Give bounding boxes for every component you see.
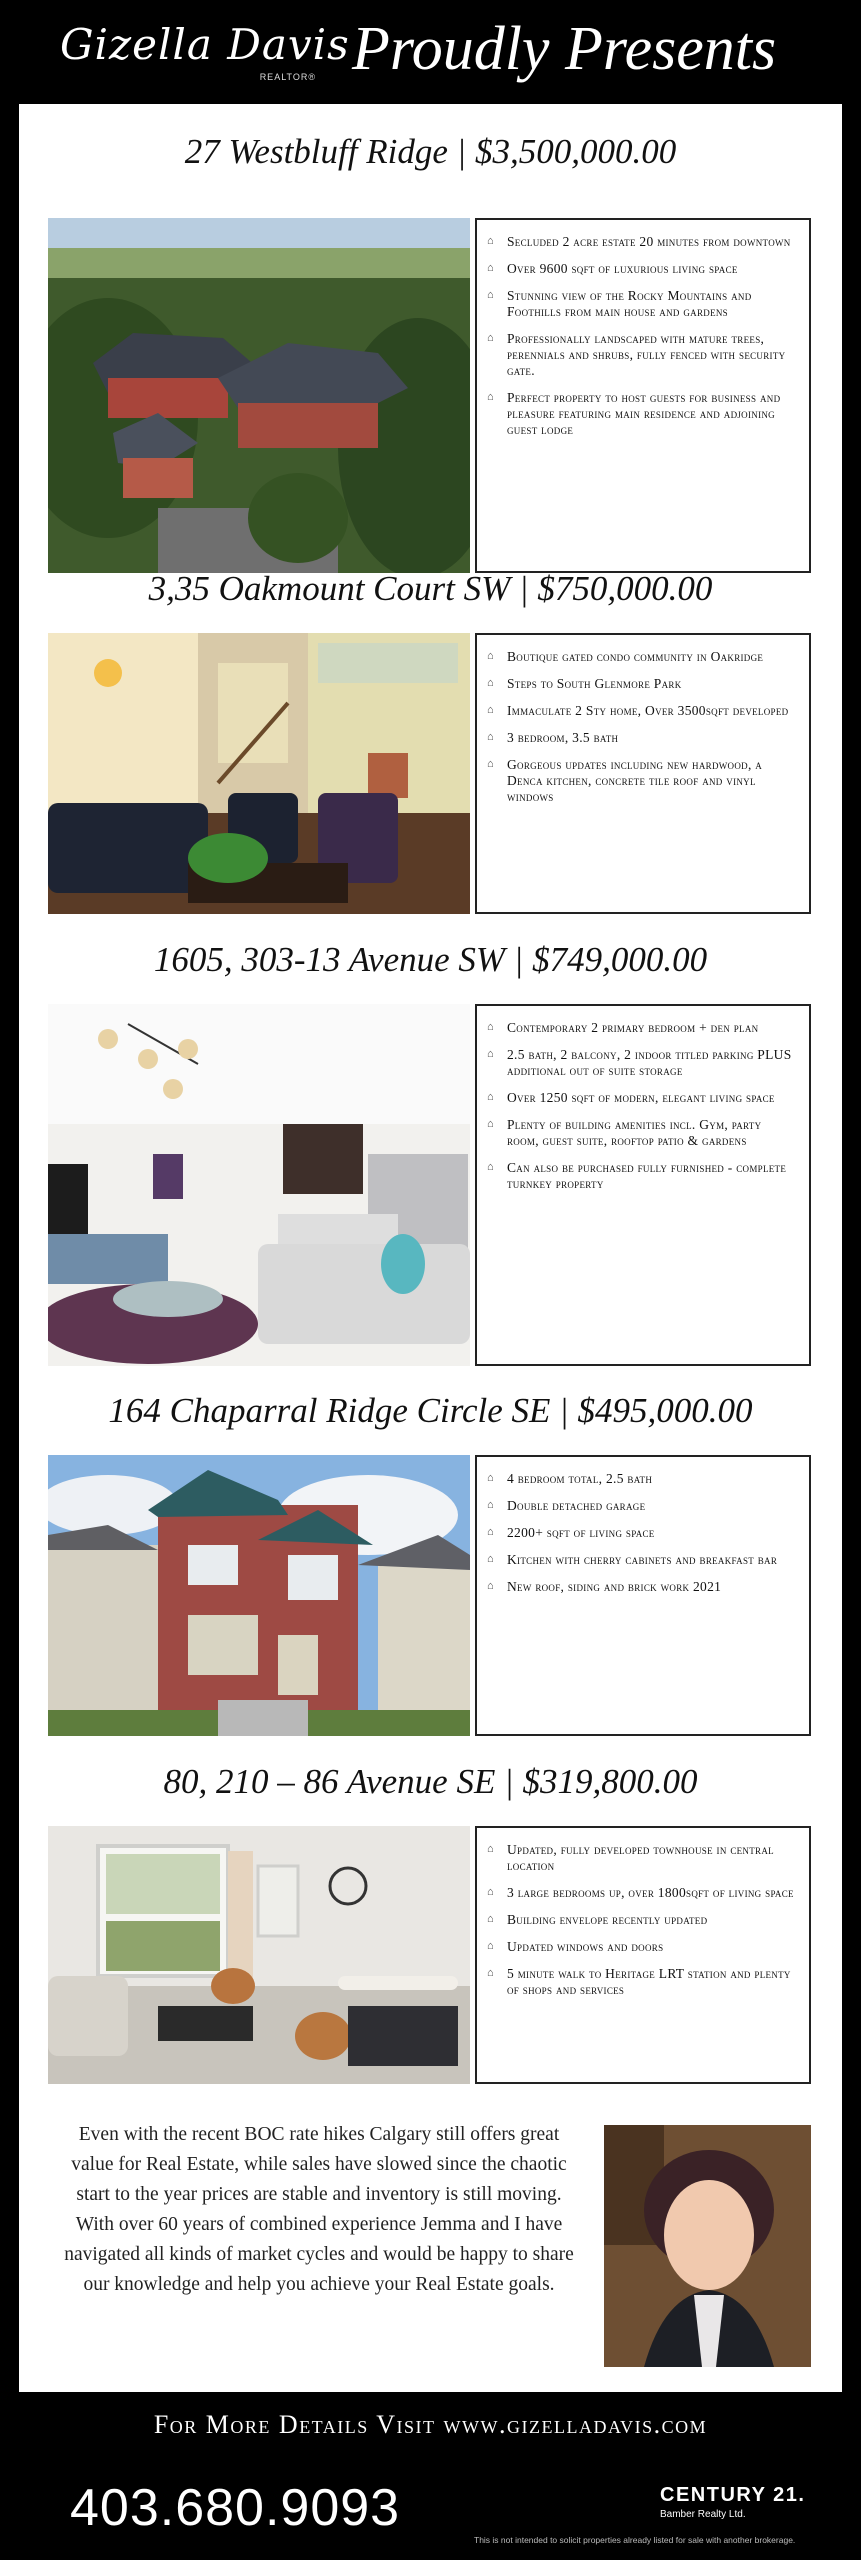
header	[0, 0, 861, 104]
house-icon: ⌂	[487, 677, 494, 689]
house-icon: ⌂	[487, 289, 494, 301]
feature-item: ⌂ 2200+ sqft of living space	[487, 1525, 655, 1540]
feature-item: ⌂ Plenty of building amenities incl. Gym, party room, guest suite, rooftop patio & gardens	[487, 1117, 762, 1148]
house-icon: ⌂	[487, 1940, 494, 1952]
house-icon: ⌂	[487, 332, 494, 344]
feature-item: ⌂ Double detached garage	[487, 1498, 646, 1513]
feature-item: ⌂ 4 bedroom total, 2.5 bath	[487, 1471, 653, 1486]
century21-logo	[660, 2484, 805, 2520]
logo-name: Gizella Davis	[60, 20, 350, 69]
house-icon: ⌂	[487, 1091, 494, 1103]
house-icon: ⌂	[487, 235, 494, 247]
feature-item: ⌂ Updated windows and doors	[487, 1939, 664, 1954]
feature-item: ⌂ 3 bedroom, 3.5 bath	[487, 730, 619, 745]
listing-features	[475, 1004, 811, 1366]
footer	[0, 2392, 861, 2560]
house-icon: ⌂	[487, 704, 494, 716]
closing-paragraph: Even with the recent BOC rate hikes Calgary still offers great value for Real Estate, while sales have slowed since the chaotic start to the year prices are stable and inventory is still moving. With over 60 years of combined experience Jemma and I have navigated all kinds of market cycles and would be happy to share our knowledge and help you achieve your Real Estate goals.	[64, 2124, 574, 2295]
house-icon: ⌂	[487, 1021, 494, 1033]
listing-title: 164 Chaparral Ridge Circle SE | $495,000.00	[108, 1391, 753, 1430]
feature-item: ⌂ Immaculate 2 Sty home, Over 3500sqft developed	[487, 703, 789, 718]
house-icon: ⌂	[487, 650, 494, 662]
feature-item: ⌂ Over 1250 sqft of modern, elegant living space	[487, 1090, 775, 1105]
feature-item: ⌂ Contemporary 2 primary bedroom + den plan	[487, 1020, 759, 1035]
feature-item: ⌂ Over 9600 sqft of luxurious living space	[487, 261, 738, 276]
listing-title: 3,35 Oakmount Court SW | $750,000.00	[148, 569, 713, 608]
feature-item: ⌂ Updated, fully developed townhouse in central location	[487, 1842, 774, 1873]
disclaimer: This is not intended to solicit properties already listed for sale with another brokerage.	[474, 2535, 796, 2545]
content-panel	[19, 104, 842, 2392]
listing-features	[475, 1455, 811, 1736]
website-link[interactable]: For More Details Visit www.gizelladavis.com	[153, 2410, 708, 2439]
brand-subtitle: Bamber Realty Ltd.	[660, 2509, 746, 2520]
feature-item: ⌂ Secluded 2 acre estate 20 minutes from downtown	[487, 234, 791, 249]
listing-photo-townhouse	[48, 1826, 470, 2084]
feature-item: ⌂ Boutique gated condo community in Oakridge	[487, 649, 764, 664]
feature-item: ⌂ Gorgeous updates including new hardwood, a Denca kitchen, concrete tile roof and vinyl windows	[487, 757, 763, 804]
agent-portrait	[604, 2125, 811, 2367]
house-icon: ⌂	[487, 1843, 494, 1855]
house-icon: ⌂	[487, 391, 494, 403]
listing-photo-condo	[48, 1004, 470, 1366]
feature-item: ⌂ 3 large bedrooms up, over 1800sqft of living space	[487, 1885, 794, 1900]
listing-photo-living-room	[48, 633, 470, 914]
feature-item: ⌂ Perfect property to host guests for business and pleasure featuring main residence and adjoining guest lodge	[487, 390, 781, 437]
house-icon: ⌂	[487, 1553, 494, 1565]
feature-item: ⌂ Can also be purchased fully furnished - complete turnkey property	[487, 1160, 787, 1191]
listing-features	[475, 218, 811, 573]
feature-item: ⌂ 5 minute walk to Heritage LRT station and plenty of shops and services	[487, 1966, 791, 1997]
listing-title: 1605, 303-13 Avenue SW | $749,000.00	[153, 940, 708, 979]
house-icon: ⌂	[487, 731, 494, 743]
gizella-davis-logo	[52, 16, 350, 86]
house-icon: ⌂	[487, 1118, 494, 1130]
feature-item: ⌂ Building envelope recently updated	[487, 1912, 708, 1927]
phone-number[interactable]: 403.680.9093	[70, 2479, 401, 2537]
listing-photo-estate	[48, 218, 470, 573]
house-icon: ⌂	[487, 1472, 494, 1484]
house-icon: ⌂	[487, 262, 494, 274]
feature-item: ⌂ 2.5 bath, 2 balcony, 2 indoor titled parking PLUS additional out of suite storage	[487, 1047, 792, 1078]
listing-features	[475, 1826, 811, 2084]
feature-item: ⌂ New roof, siding and brick work 2021	[487, 1579, 722, 1594]
house-icon: ⌂	[487, 1967, 494, 1979]
listing-features	[475, 633, 811, 914]
listing-title: 80, 210 – 86 Avenue SE | $319,800.00	[163, 1762, 698, 1801]
listing-title: 27 Westbluff Ridge | $3,500,000.00	[184, 132, 677, 171]
feature-item: ⌂ Stunning view of the Rocky Mountains and Foothills from main house and gardens	[487, 288, 752, 319]
header-tagline: Proudly Presents	[352, 15, 777, 83]
house-icon: ⌂	[487, 1886, 494, 1898]
listing-photo-house	[48, 1455, 470, 1736]
house-icon: ⌂	[487, 1499, 494, 1511]
house-icon: ⌂	[487, 1913, 494, 1925]
house-icon: ⌂	[487, 1580, 494, 1592]
brand-name: CENTURY 21.	[660, 2484, 806, 2506]
feature-item: ⌂ Professionally landscaped with mature trees, perennials and shrubs, fully fenced with security gate.	[487, 331, 786, 378]
house-icon: ⌂	[487, 758, 494, 770]
house-icon: ⌂	[487, 1161, 494, 1173]
logo-subtitle: REALTOR®	[259, 72, 316, 82]
feature-item: ⌂ Kitchen with cherry cabinets and breakfast bar	[487, 1552, 778, 1567]
house-icon: ⌂	[487, 1526, 494, 1538]
feature-item: ⌂ Steps to South Glenmore Park	[487, 676, 682, 691]
house-icon: ⌂	[487, 1048, 494, 1060]
